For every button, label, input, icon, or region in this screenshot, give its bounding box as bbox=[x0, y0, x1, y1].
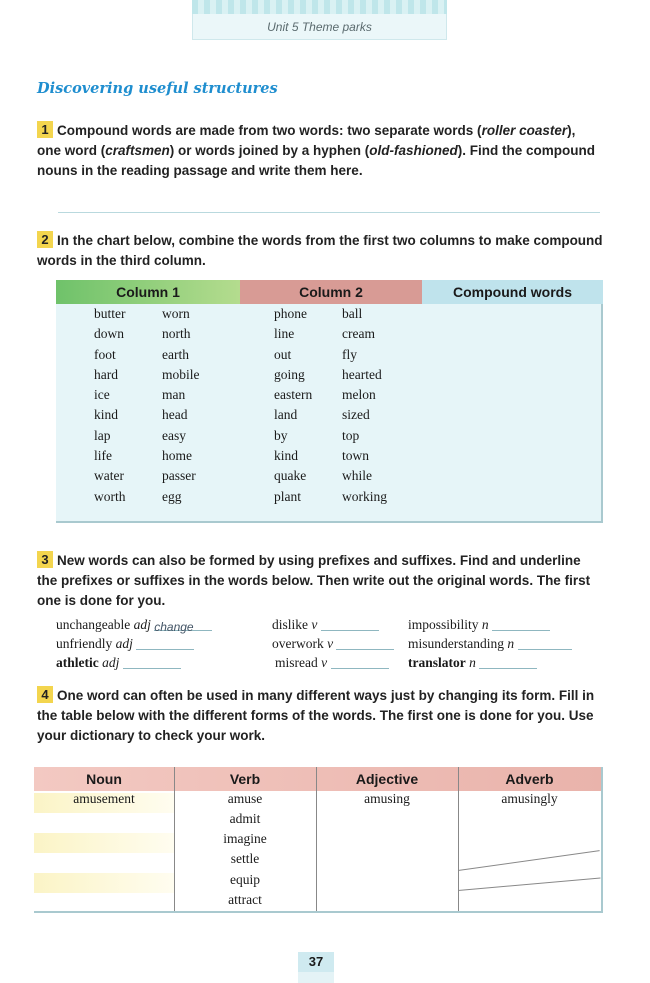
word-item: unfriendly adj bbox=[56, 636, 194, 652]
word: phone bbox=[274, 306, 307, 321]
sketch-line bbox=[458, 850, 600, 871]
word: town bbox=[342, 448, 369, 464]
column-1a bbox=[94, 304, 126, 507]
word: egg bbox=[162, 488, 182, 504]
task-3-instruction: 3 New words can also be formed by using prefixes and suffixes. Find and underline the prefixes or suffixes in the words below. Then write out the original words. The first one is done for you. bbox=[37, 552, 591, 608]
cell-adverb: amusingly bbox=[501, 791, 558, 806]
column-2b bbox=[342, 304, 387, 507]
compound-words-answer-area[interactable] bbox=[422, 304, 603, 521]
word: plant bbox=[274, 488, 301, 504]
answer-blank[interactable] bbox=[331, 657, 389, 669]
row-stripe bbox=[34, 833, 174, 853]
answer-line[interactable] bbox=[58, 212, 600, 213]
word-item: unchangeable adj change bbox=[56, 617, 212, 633]
sketch-line bbox=[458, 878, 601, 891]
word: working bbox=[342, 488, 387, 504]
header-decoration bbox=[192, 0, 447, 14]
word: life bbox=[94, 448, 112, 464]
word: mobile bbox=[162, 366, 200, 382]
task-number: 1 bbox=[37, 121, 53, 138]
answer-blank[interactable] bbox=[492, 619, 550, 631]
word-forms-table bbox=[34, 767, 603, 913]
word: ice bbox=[94, 387, 110, 403]
answer-blank[interactable]: change bbox=[154, 619, 212, 631]
word: cream bbox=[342, 326, 375, 342]
word-item: overwork v bbox=[272, 636, 394, 652]
word-item: misunderstanding n bbox=[408, 636, 572, 652]
cell-verb: settle bbox=[230, 851, 260, 866]
word: down bbox=[94, 326, 124, 342]
cell-verb: admit bbox=[229, 811, 261, 826]
chart-header-compound-words: Compound words bbox=[422, 280, 603, 304]
header-adjective: Adjective bbox=[355, 771, 419, 787]
word: butter bbox=[94, 306, 126, 321]
cell-verb: attract bbox=[228, 892, 262, 907]
word: water bbox=[94, 468, 124, 484]
word-item: translator n bbox=[408, 655, 537, 671]
chart-header-column-2: Column 2 bbox=[240, 280, 422, 304]
word: hearted bbox=[342, 366, 382, 382]
cell-adjective: amusing bbox=[364, 791, 410, 806]
task-number: 3 bbox=[37, 551, 53, 568]
task-1-instruction: 1 Compound words are made from two words: two separate words (roller coaster), one word (craftsmen) or words joined by a hyphen (old-fashioned). Find the compound nouns in the reading passage and write them here. bbox=[37, 122, 596, 178]
compound-words-chart bbox=[56, 280, 603, 523]
word: easy bbox=[162, 427, 186, 443]
word: passer bbox=[162, 468, 196, 484]
cell-verb: amuse bbox=[227, 791, 263, 806]
cell-noun: amusement bbox=[73, 791, 135, 806]
word: head bbox=[162, 407, 188, 423]
word: top bbox=[342, 427, 360, 443]
word: fly bbox=[342, 346, 357, 362]
task-number: 2 bbox=[37, 231, 53, 248]
word: home bbox=[162, 448, 192, 464]
word: lap bbox=[94, 427, 111, 443]
answer-blank[interactable] bbox=[518, 638, 572, 650]
word: ball bbox=[342, 306, 363, 321]
word: out bbox=[274, 346, 292, 362]
word: while bbox=[342, 468, 372, 484]
word: worth bbox=[94, 488, 126, 504]
header-verb: Verb bbox=[229, 771, 261, 787]
task-2-instruction: 2 In the chart below, combine the words from the first two columns to make compound words in the third column. bbox=[37, 232, 603, 268]
word: kind bbox=[274, 448, 299, 464]
word: quake bbox=[274, 468, 307, 484]
word-item: misread v bbox=[275, 655, 389, 671]
task-4-instruction: 4 One word can often be used in many different ways just by changing its form. Fill in the table below with the different forms of the words. The first one is done for you. Use your dictionary to check your work. bbox=[37, 687, 595, 743]
column-2a bbox=[274, 304, 312, 507]
word: north bbox=[162, 326, 191, 342]
word: melon bbox=[342, 387, 376, 403]
section-title: Discovering useful structures bbox=[37, 80, 278, 97]
header-noun: Noun bbox=[86, 771, 122, 787]
answer-blank[interactable] bbox=[336, 638, 394, 650]
cell-verb: imagine bbox=[223, 831, 267, 846]
word: kind bbox=[94, 407, 119, 423]
row-stripe bbox=[34, 873, 174, 893]
word-item: impossibility n bbox=[408, 617, 550, 633]
word: earth bbox=[162, 346, 189, 362]
page-number-decoration bbox=[298, 972, 334, 983]
word: land bbox=[274, 407, 298, 423]
word: going bbox=[274, 366, 305, 382]
word: hard bbox=[94, 366, 118, 382]
chart-header-column-1: Column 1 bbox=[56, 280, 240, 304]
column-1b bbox=[162, 304, 200, 507]
header-adverb: Adverb bbox=[505, 771, 554, 787]
word: man bbox=[162, 387, 186, 403]
word: by bbox=[274, 427, 288, 443]
word-item: dislike v bbox=[272, 617, 379, 633]
unit-header: Unit 5 Theme parks bbox=[192, 14, 447, 40]
answer-blank[interactable] bbox=[479, 657, 537, 669]
word: sized bbox=[342, 407, 370, 423]
cell-verb: equip bbox=[230, 872, 260, 887]
word: eastern bbox=[274, 387, 313, 403]
answer-blank[interactable] bbox=[321, 619, 379, 631]
column-divider bbox=[316, 767, 317, 911]
word-item: athletic adj bbox=[56, 655, 181, 671]
answer-blank[interactable] bbox=[123, 657, 181, 669]
answer-blank[interactable] bbox=[136, 638, 194, 650]
word: line bbox=[274, 326, 295, 342]
page-number: 37 bbox=[298, 952, 334, 972]
word: worn bbox=[162, 306, 190, 321]
task-number: 4 bbox=[37, 686, 53, 703]
word: foot bbox=[94, 346, 116, 362]
